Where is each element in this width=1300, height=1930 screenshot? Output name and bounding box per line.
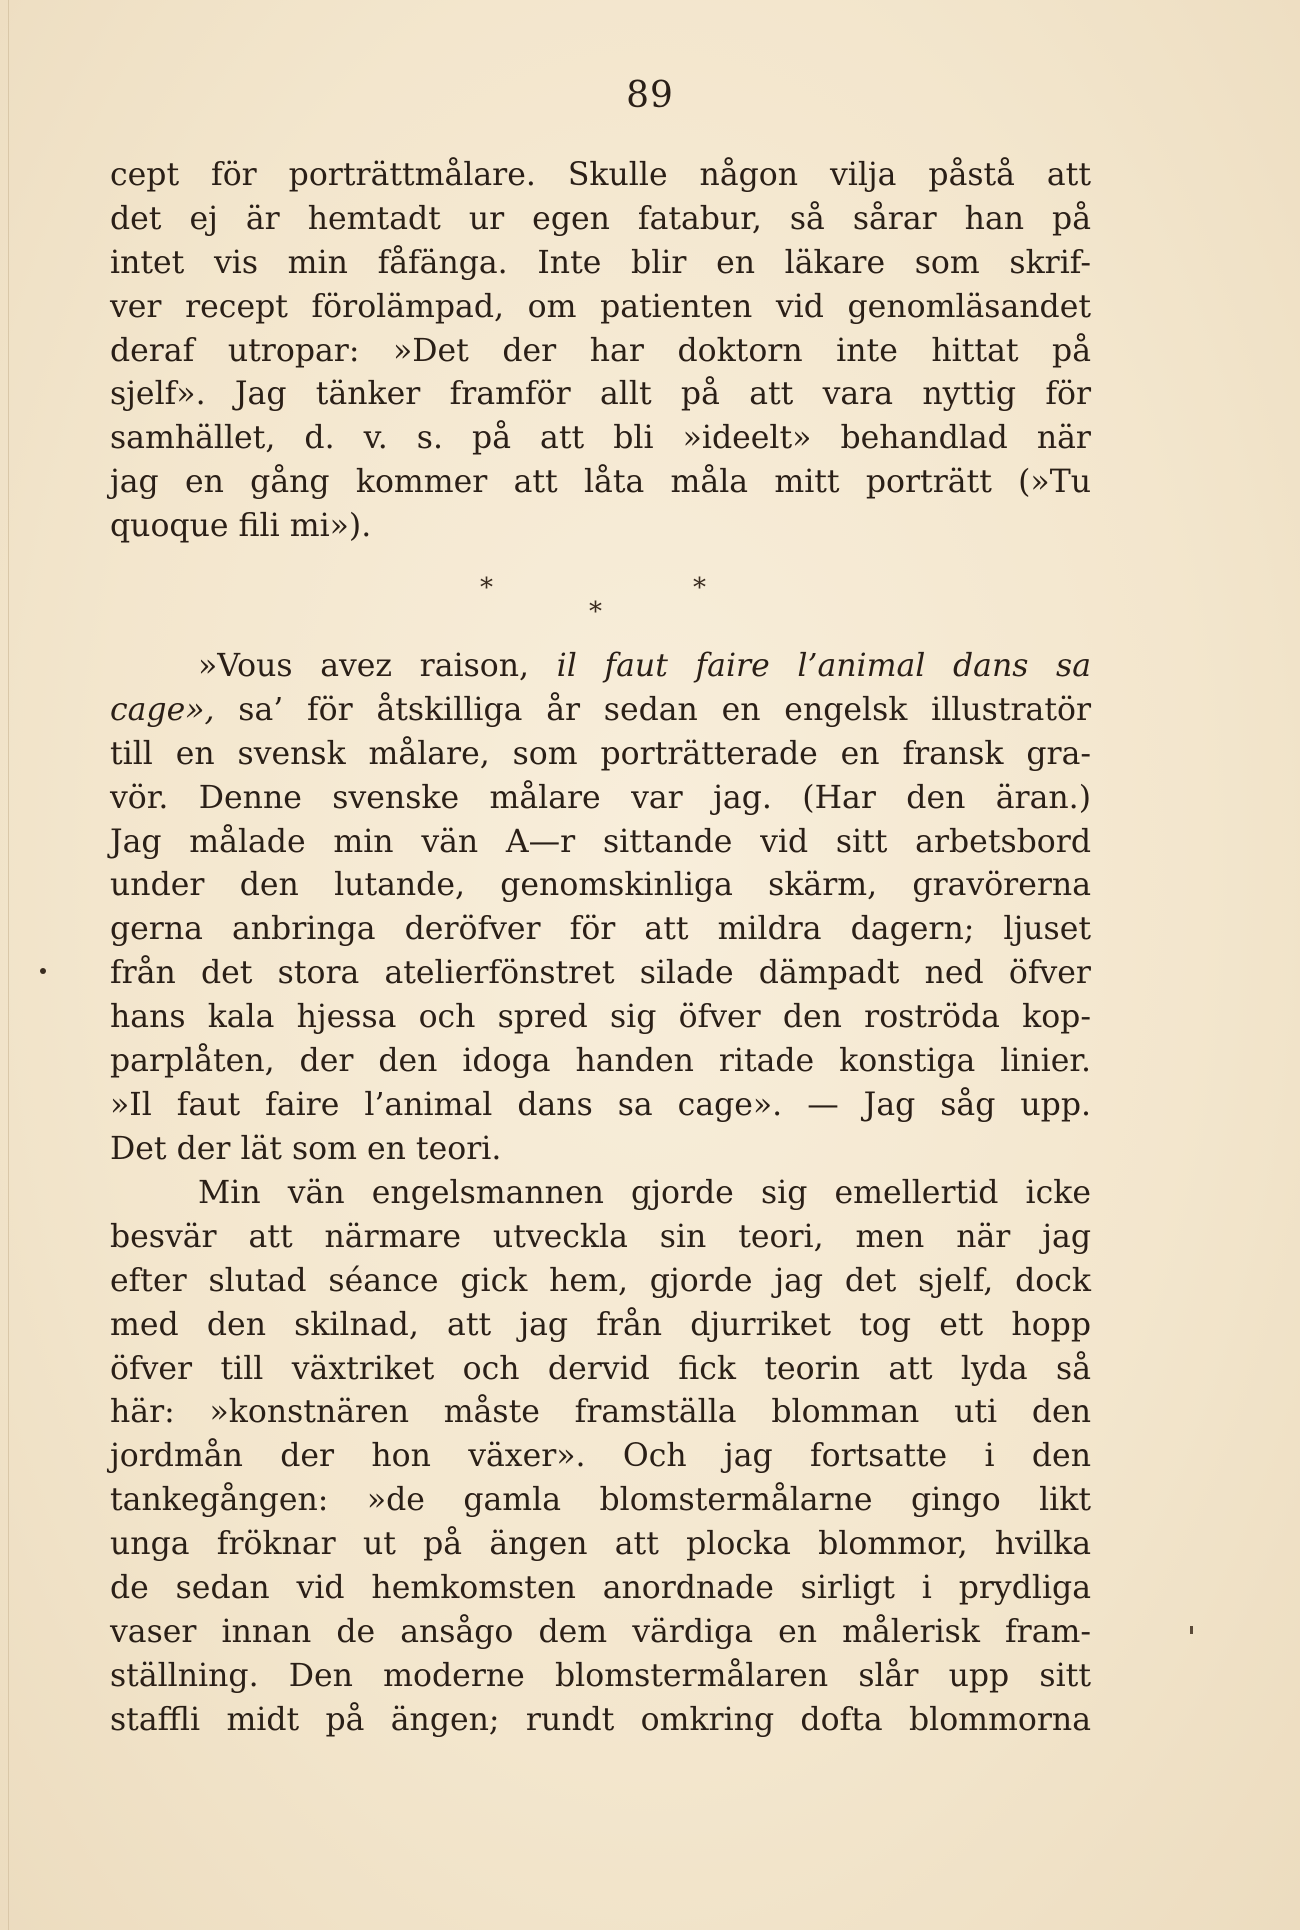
text-line: Min vän engelsmannen gjorde sig emellertid icke bbox=[198, 1175, 1091, 1211]
section-asterism bbox=[0, 575, 1300, 635]
paragraph-3 bbox=[110, 1172, 1091, 1743]
text-line: de sedan vid hemkomsten anordnade sirligt i prydliga bbox=[110, 1570, 1091, 1607]
text-line: gerna anbringa deröfver för att mildra dagern; ljuset bbox=[110, 911, 1091, 948]
text-line: parplåten, der den idoga handen ritade konstiga linier. bbox=[110, 1043, 1091, 1080]
text-line: till en svensk målare, som porträtterade en fransk gra- bbox=[110, 735, 1091, 772]
margin-tick bbox=[1190, 1626, 1193, 1634]
text-line: cept för porträttmålare. Skulle någon vilja påstå att bbox=[110, 157, 1091, 193]
asterism-star: * bbox=[480, 573, 493, 603]
text-line: här: »konstnären måste framställa blomman uti den bbox=[110, 1394, 1091, 1431]
text-line: Det der lät som en teori. bbox=[110, 1130, 502, 1167]
text-fragment: »Vous avez raison, bbox=[198, 648, 530, 684]
text-line: »Il faut faire l’animal dans sa cage». — Jag såg upp. bbox=[110, 1086, 1091, 1123]
asterism-star: * bbox=[693, 573, 706, 603]
text-line: tankegången: »de gamla blomstermålarne gingo likt bbox=[110, 1482, 1091, 1519]
paragraph-1 bbox=[110, 154, 1091, 549]
italic-phrase: il faut faire l’animal dans sa bbox=[556, 648, 1091, 684]
asterism-star: * bbox=[589, 597, 602, 627]
text-line: quoque fili mi»). bbox=[110, 508, 372, 545]
page-edge-line bbox=[8, 0, 9, 1930]
text-line: öfver till växtriket och dervid fick teorin att lyda så bbox=[110, 1350, 1091, 1387]
text-line: intet vis min fåfänga. Inte blir en läkare som skrif- bbox=[110, 244, 1091, 281]
text-line: under den lutande, genomskinliga skärm, gravörerna bbox=[110, 867, 1091, 904]
text-line: efter slutad séance gick hem, gjorde jag det sjelf, dock bbox=[110, 1262, 1091, 1299]
paragraph-2 bbox=[110, 645, 1091, 1172]
text-line: jag en gång kommer att låta måla mitt porträtt (»Tu bbox=[110, 464, 1091, 501]
text-line: vör. Denne svenske målare var jag. (Har den äran.) bbox=[110, 779, 1091, 816]
text-line: ver recept förolämpad, om patienten vid genomläsandet bbox=[110, 288, 1091, 325]
italic-phrase: cage», bbox=[110, 691, 215, 728]
text-fragment: sa’ för åtskilliga år sedan en engelsk illustratör bbox=[238, 691, 1091, 728]
text-line bbox=[110, 689, 1091, 733]
text-line: med den skilnad, att jag från djurriket tog ett hopp bbox=[110, 1306, 1091, 1343]
text-line: vaser innan de ansågo dem värdiga en målerisk fram- bbox=[110, 1613, 1091, 1650]
text-line: unga fröknar ut på ängen att plocka blommor, hvilka bbox=[110, 1526, 1091, 1563]
page-number: 89 bbox=[626, 75, 674, 116]
text-line: besvär att närmare utveckla sin teori, men när jag bbox=[110, 1218, 1091, 1255]
text-line: Jag målade min vän A—r sittande vid sitt arbetsbord bbox=[110, 823, 1091, 860]
text-line bbox=[110, 645, 1091, 689]
margin-dot bbox=[40, 968, 46, 974]
text-line: staffli midt på ängen; rundt omkring dofta blommorna bbox=[110, 1701, 1091, 1738]
text-line: ställning. Den moderne blomstermålaren slår upp sitt bbox=[110, 1657, 1091, 1694]
text-line: från det stora atelierfönstret silade dämpadt ned öfver bbox=[110, 955, 1091, 992]
text-line: det ej är hemtadt ur egen fatabur, så sårar han på bbox=[110, 200, 1091, 237]
text-line: sjelf». Jag tänker framför allt på att vara nyttig för bbox=[110, 376, 1091, 413]
text-line: jordmån der hon växer». Och jag fortsatte i den bbox=[110, 1438, 1091, 1475]
text-line: hans kala hjessa och spred sig öfver den roströda kop- bbox=[110, 999, 1091, 1036]
text-line: samhället, d. v. s. på att bli »ideelt» behandlad när bbox=[110, 420, 1091, 457]
text-line: deraf utropar: »Det der har doktorn inte hittat på bbox=[110, 332, 1091, 369]
